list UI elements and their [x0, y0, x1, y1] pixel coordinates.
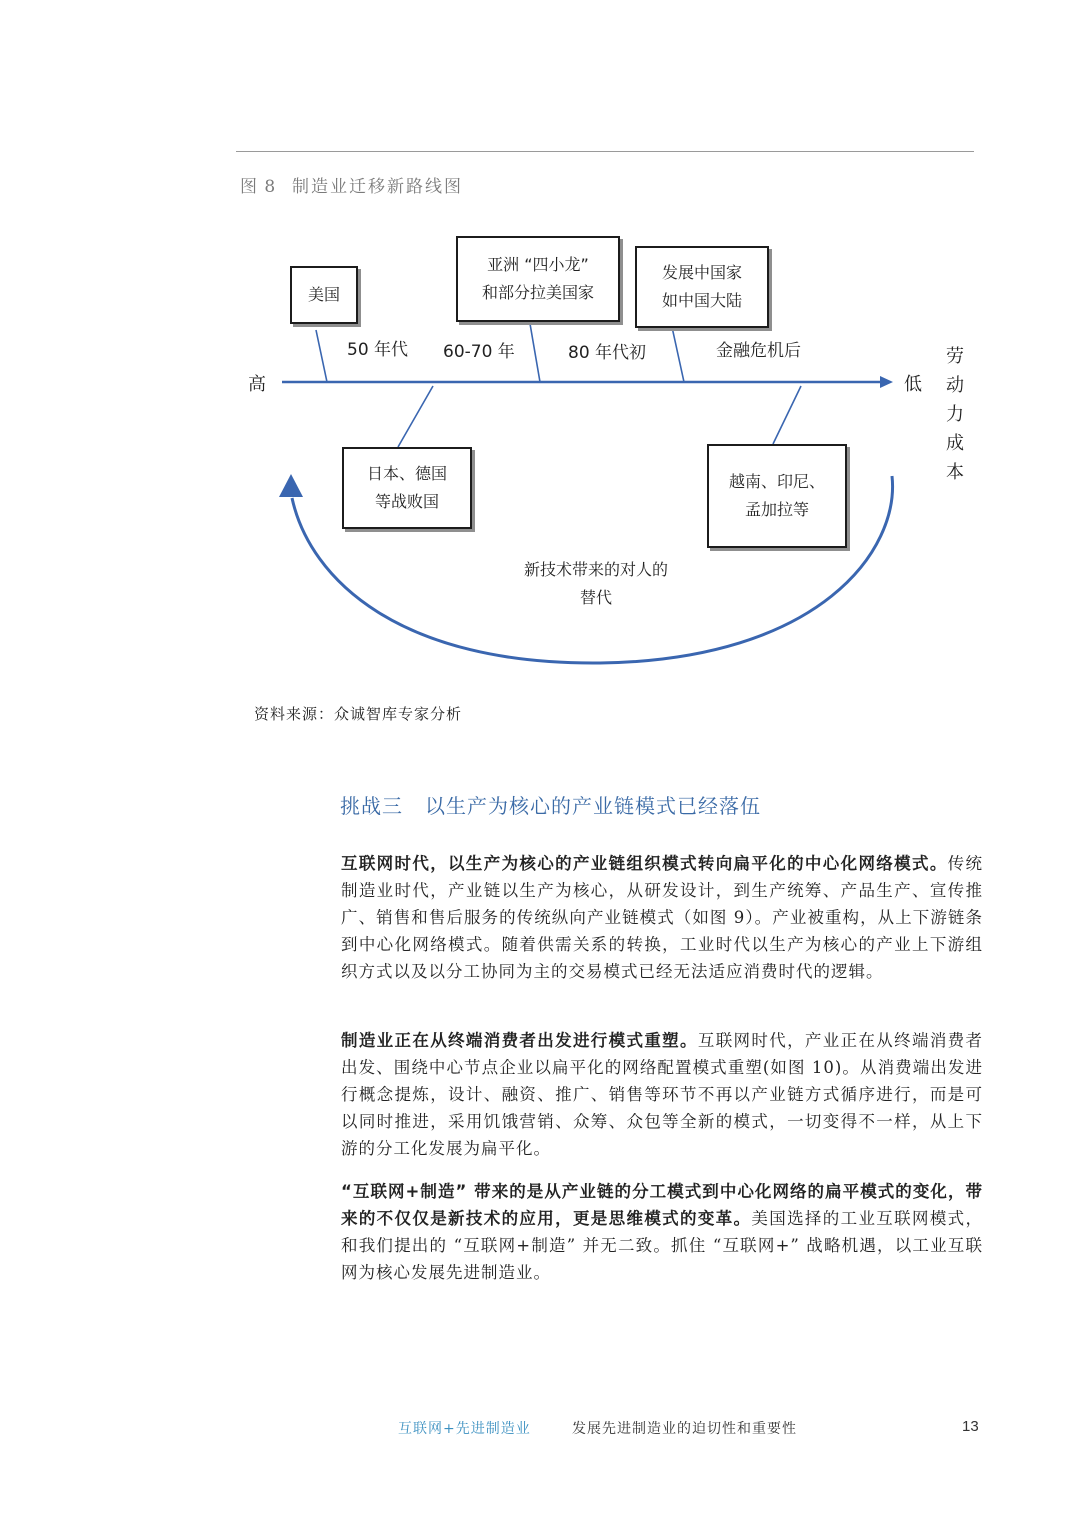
figure-number: 图 8: [240, 177, 277, 197]
connector-japan: [398, 386, 433, 447]
box-asian-tigers: 亚洲 “四小龙” 和部分拉美国家: [456, 236, 620, 322]
migration-diagram: 美国 亚洲 “四小龙” 和部分拉美国家 发展中国家 如中国大陆 50 年代 60-70 年 80 年代初 金融危机后 高 低 劳 动 力 成 本 日本、德国 等战败国 越南、印尼、 孟加拉等 新技术带来的对人的 替代: [0, 220, 1080, 690]
paragraph-3: [341, 1178, 983, 1286]
section-heading: [340, 790, 761, 819]
paragraph-3-lead: “互联网+制造” 带来的是从产业链的分工模式到中心化网络的扁平模式的变化，带来的不仅仅是新技术的应用，更是思维模式的变革。: [341, 1182, 983, 1228]
footer-series: 互联网+先进制造业: [398, 1421, 531, 1437]
axis-low-label: 低: [904, 374, 922, 395]
paragraph-2-lead: 制造业正在从终端消费者出发进行模式重塑。: [341, 1031, 698, 1050]
paragraph-1-lead: 互联网时代，以生产为核心的产业链组织模式转向扁平化的中心化网络模式。: [341, 854, 948, 873]
connector-vietnam: [773, 386, 801, 444]
connector-tigers: [528, 312, 540, 382]
connector-usa: [316, 330, 327, 382]
section-title: 以生产为核心的产业链模式已经落伍: [425, 794, 761, 818]
figure-title: 制造业迁移新路线图: [292, 177, 463, 197]
arc-label: 新技术带来的对人的 替代: [523, 560, 668, 607]
period-post-crisis: 金融危机后: [716, 341, 801, 361]
header-rule: [236, 151, 974, 152]
box-vietnam-indonesia: 越南、印尼、 孟加拉等: [707, 444, 847, 548]
arc-arrowhead: [279, 474, 303, 497]
axis-arrowhead: [880, 376, 893, 388]
page-number: 13: [962, 1418, 979, 1435]
connector-china: [672, 327, 684, 382]
period-60-70s: 60-70 年: [443, 342, 515, 362]
paragraph-2: [341, 1027, 983, 1162]
period-early-80s: 80 年代初: [568, 343, 647, 363]
paragraph-2-body: 互联网时代，产业正在从终端消费者出发、围绕中心节点企业以扁平化的网络配置模式重塑(如图 10)。从消费端出发进行概念提炼，设计、融资、推广、销售等环节不再以产业链方式循序进行，而是可以同时推进，采用饥饿营销、众筹、众包等全新的模式，一切变得不一样，从上下游的分工化发展为扁平化。: [341, 1031, 984, 1158]
paragraph-1: [341, 850, 983, 985]
paragraph-3-body: 美国选择的工业互联网模式，和我们提出的 “互联网+制造” 并无二致。抓住 “互联网+” 战略机遇，以工业互联网为核心发展先进制造业。: [341, 1209, 984, 1282]
section-prefix: 挑战三: [340, 794, 403, 818]
footer-chapter: 发展先进制造业的迫切性和重要性: [572, 1421, 797, 1437]
period-50s: 50 年代: [347, 340, 409, 360]
axis-high-label: 高: [248, 374, 266, 395]
box-usa: 美国: [290, 266, 358, 324]
figure-source: 资料来源：众诚智库专家分析: [254, 705, 463, 723]
paragraph-1-body: 传统制造业时代，产业链以生产为核心，从研发设计，到生产统筹、产品生产、宣传推广、销售和售后服务的传统纵向产业链模式（如图 9）。产业被重构，从上下游链条到中心化网络模式。随着供需关系的转换，工业时代以生产为核心的产业上下游组织方式以及以分工协同为主的交易模式已经无法适应消费时代的逻辑。: [341, 854, 984, 981]
box-developing-china: 发展中国家 如中国大陆: [635, 246, 769, 328]
box-japan-germany: 日本、德国 等战败国: [342, 447, 472, 529]
